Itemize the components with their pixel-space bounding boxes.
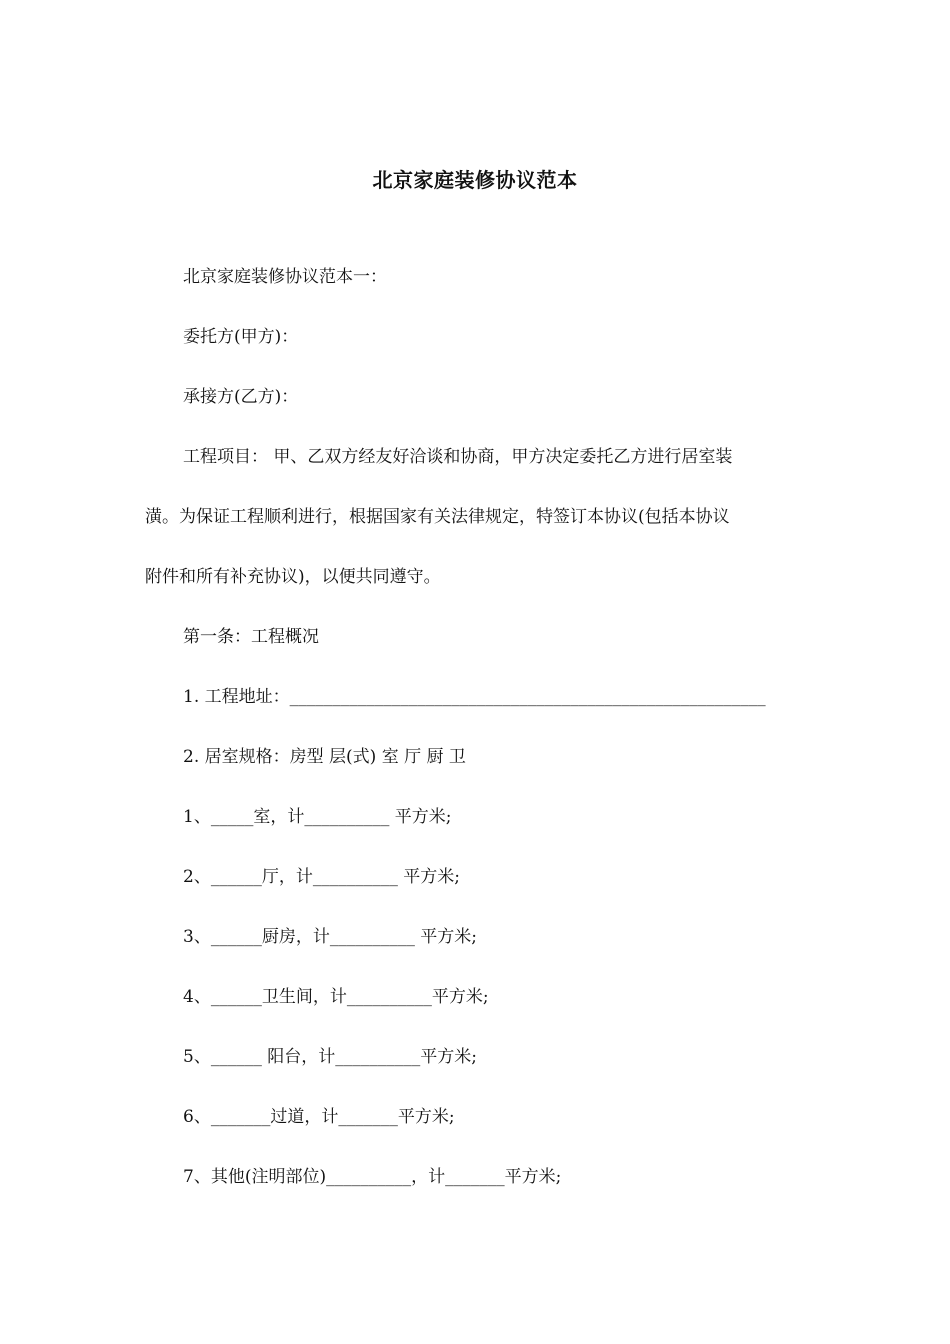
project-address-line: 1. 工程地址：________________________________________________________ (183, 687, 766, 707)
room-area-item: 2、______厅，计__________ 平方米; (183, 867, 460, 887)
paragraph-party-a: 委托方(甲方)： (183, 327, 299, 347)
paragraph-project-line-3: 附件和所有补充协议)，以便共同遵守。 (145, 567, 441, 587)
room-spec-line: 2. 居室规格：房型 层(式) 室 厅 厨 卫 (183, 747, 466, 767)
paragraph-contract-intro: 北京家庭装修协议范本一： (183, 267, 387, 287)
room-area-item: 3、______厨房，计__________ 平方米; (183, 927, 477, 947)
room-area-item: 4、______卫生间，计__________平方米; (183, 987, 489, 1007)
room-area-item: 5、______ 阳台，计__________平方米; (183, 1047, 477, 1067)
document-title: 北京家庭装修协议范本 (372, 168, 578, 192)
article-one-heading: 第一条：工程概况 (183, 627, 319, 647)
paragraph-project-line-2: 潢。为保证工程顺利进行，根据国家有关法律规定，特签订本协议(包括本协议 (145, 507, 730, 527)
paragraph-project-line-1: 工程项目： 甲、乙双方经友好洽谈和协商，甲方决定委托乙方进行居室装 (183, 447, 733, 467)
room-area-item: 7、其他(注明部位)__________，计_______平方米; (183, 1167, 562, 1187)
room-area-item: 6、_______过道，计_______平方米; (183, 1107, 455, 1127)
paragraph-party-b: 承接方(乙方)： (183, 387, 299, 407)
room-area-item: 1、_____室，计__________ 平方米; (183, 807, 452, 827)
